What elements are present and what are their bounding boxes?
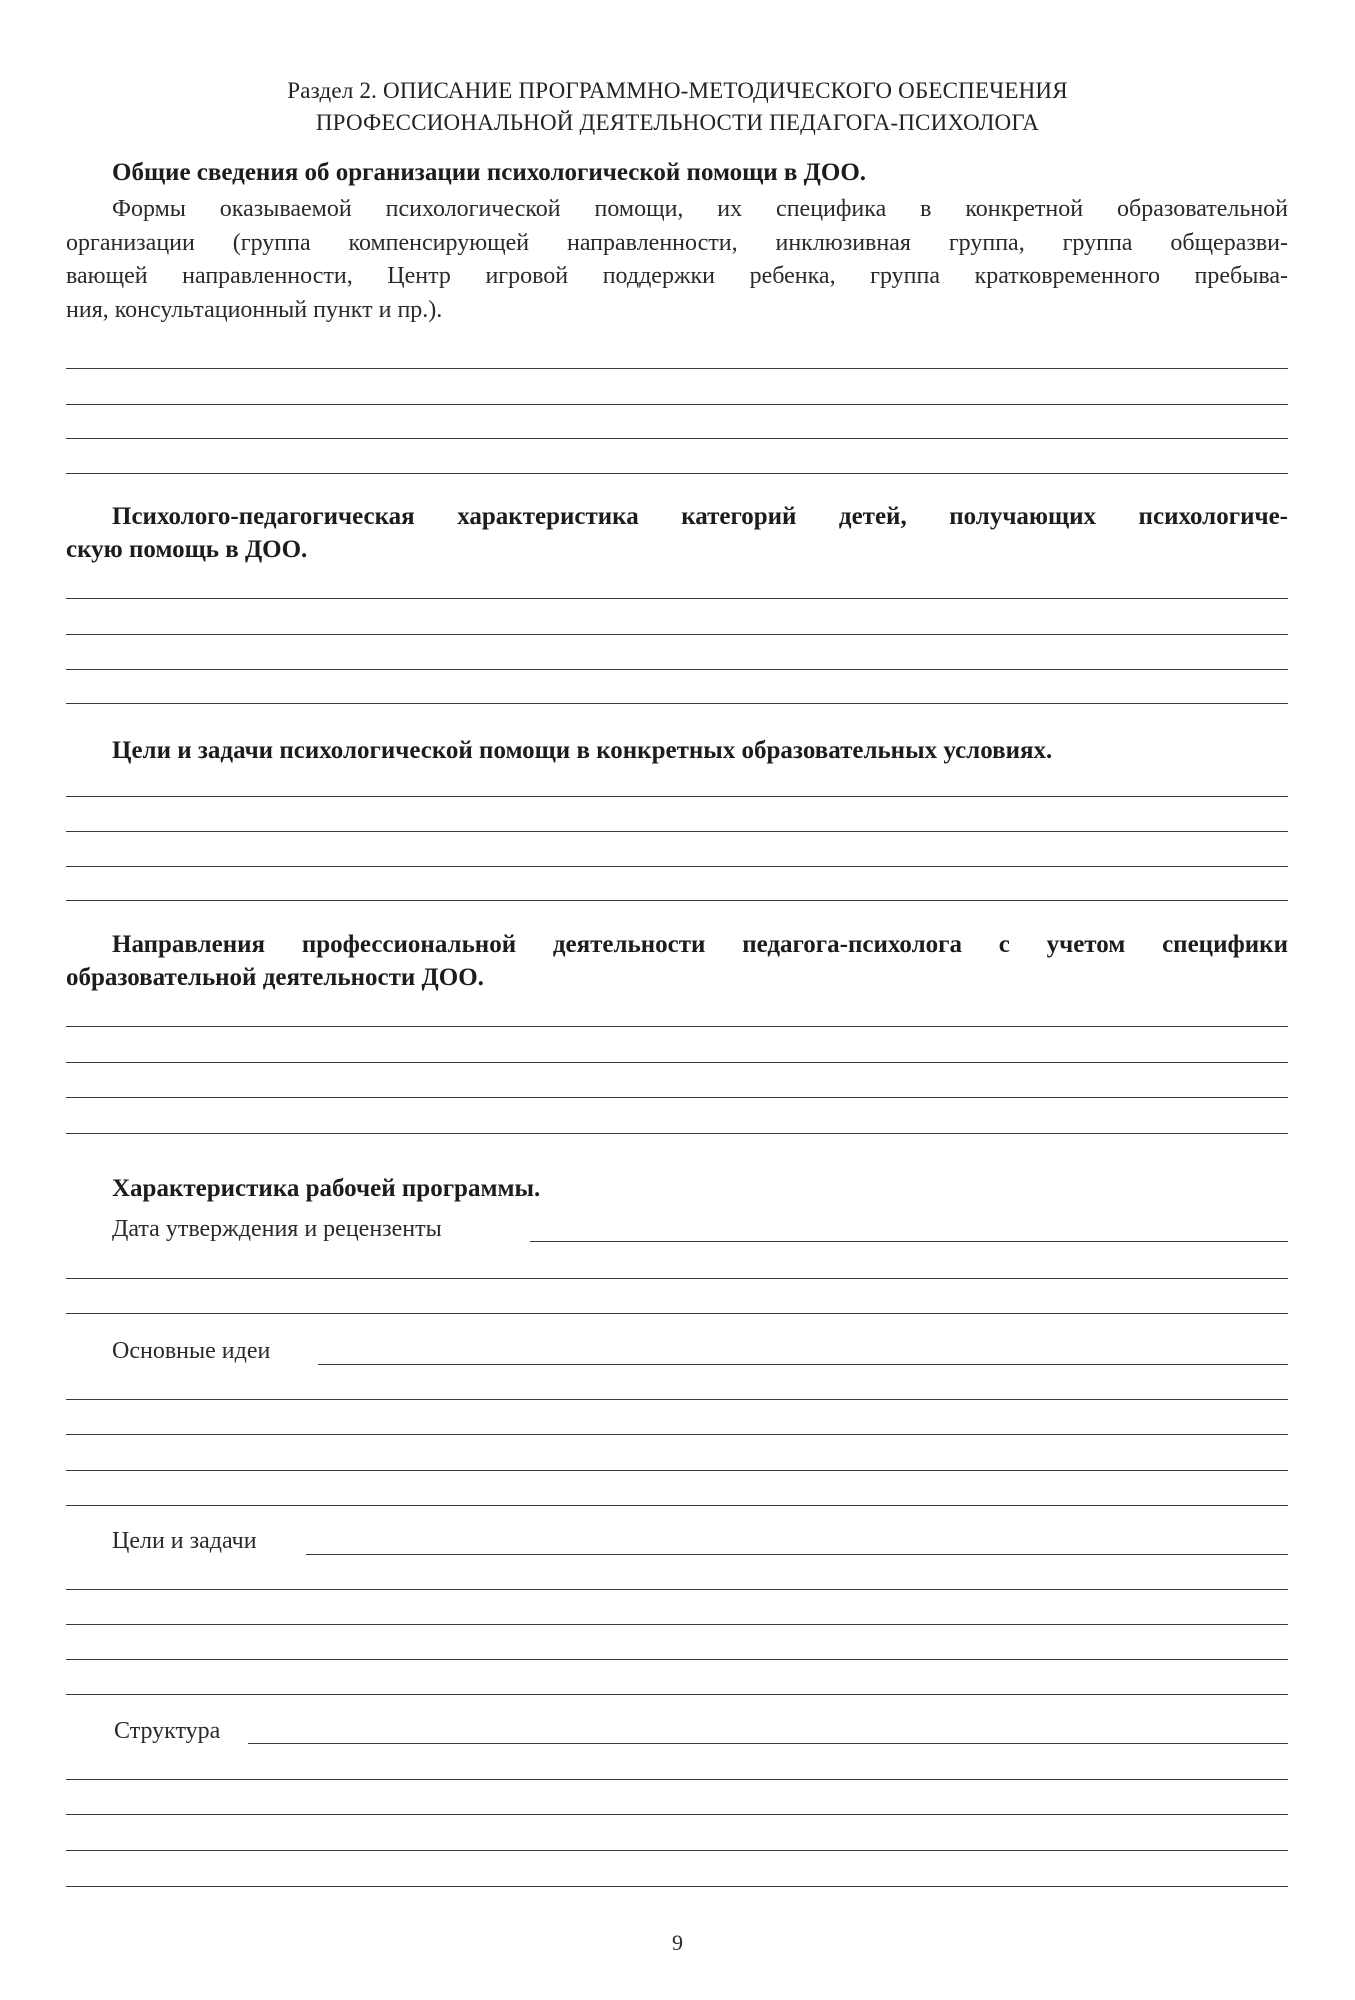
page-number: 9 <box>672 1930 683 1955</box>
answer-line[interactable] <box>66 1694 1288 1695</box>
answer-line[interactable] <box>66 1779 1288 1780</box>
answer-line[interactable] <box>66 1062 1288 1063</box>
heading-goals-of-help: Цели и задачи психологической помощи в конкретных образовательных условиях. <box>112 737 1053 764</box>
answer-line[interactable] <box>66 1814 1288 1815</box>
paragraph-line: организации (группа компенсирующей направленности, инклюзивная группа, группа общеразви- <box>66 229 1288 256</box>
heading-line: Психолого-педагогическая характеристика категорий детей, получающих психологиче- <box>112 503 1288 530</box>
answer-line[interactable] <box>66 368 1288 369</box>
answer-line[interactable] <box>66 1659 1288 1660</box>
heading-general-info: Общие сведения об организации психологической помощи в ДОО. <box>112 159 867 186</box>
answer-line[interactable] <box>66 598 1288 599</box>
field-label-approval: Дата утверждения и рецензенты <box>112 1216 442 1242</box>
answer-line[interactable] <box>66 866 1288 867</box>
answer-line-goals[interactable] <box>306 1554 1288 1555</box>
field-label-structure: Структура <box>114 1718 221 1744</box>
answer-line[interactable] <box>66 1026 1288 1027</box>
answer-line[interactable] <box>66 900 1288 901</box>
answer-line[interactable] <box>66 1589 1288 1590</box>
answer-line[interactable] <box>66 1133 1288 1134</box>
heading-line: образовательной деятельности ДОО. <box>66 964 484 991</box>
answer-line[interactable] <box>66 634 1288 635</box>
answer-line-approval[interactable] <box>530 1241 1288 1242</box>
answer-line[interactable] <box>66 1624 1288 1625</box>
heading-line: Направления профессиональной деятельности педагога-психолога с учетом специфики <box>112 931 1288 958</box>
answer-line[interactable] <box>66 404 1288 405</box>
answer-line[interactable] <box>66 1097 1288 1098</box>
heading-psych-characteristics <box>66 500 1288 566</box>
paragraph-line: вающей направленности, Центр игровой поддержки ребенка, группа кратковременного пребыва- <box>66 263 1288 289</box>
section-title-text: ОПИСАНИЕ ПРОГРАММНО-МЕТОДИЧЕСКОГО ОБЕСПЕЧЕНИЯ <box>383 78 1068 103</box>
answer-line[interactable] <box>66 669 1288 670</box>
answer-line[interactable] <box>66 1278 1288 1279</box>
heading-line: скую помощь в ДОО. <box>66 536 308 563</box>
section-title-line-1 <box>0 78 1355 104</box>
field-label-ideas: Основные идеи <box>112 1338 271 1364</box>
paragraph-line: Формы оказываемой психологической помощи, их специфика в конкретной образовательной <box>112 196 1288 222</box>
answer-line[interactable] <box>66 1434 1288 1435</box>
answer-line[interactable] <box>66 1886 1288 1887</box>
answer-line[interactable] <box>66 831 1288 832</box>
answer-line-ideas[interactable] <box>318 1364 1288 1365</box>
section-number: Раздел 2. <box>287 78 378 103</box>
field-label-goals: Цели и задачи <box>112 1528 257 1554</box>
answer-line[interactable] <box>66 1313 1288 1314</box>
answer-line[interactable] <box>66 438 1288 439</box>
section-title-line-2: ПРОФЕССИОНАЛЬНОЙ ДЕЯТЕЛЬНОСТИ ПЕДАГОГА-ПСИХОЛОГА <box>315 110 1040 135</box>
answer-line[interactable] <box>66 1850 1288 1851</box>
answer-line[interactable] <box>66 796 1288 797</box>
answer-line[interactable] <box>66 1470 1288 1471</box>
answer-line[interactable] <box>66 703 1288 704</box>
answer-line[interactable] <box>66 1399 1288 1400</box>
heading-work-program: Характеристика рабочей программы. <box>112 1175 541 1202</box>
paragraph-forms-of-help <box>66 193 1288 327</box>
answer-line[interactable] <box>66 1505 1288 1506</box>
answer-line-structure[interactable] <box>248 1743 1288 1744</box>
paragraph-line: ния, консультационный пункт и пр.). <box>66 296 443 323</box>
heading-directions <box>66 928 1288 994</box>
answer-line[interactable] <box>66 473 1288 474</box>
